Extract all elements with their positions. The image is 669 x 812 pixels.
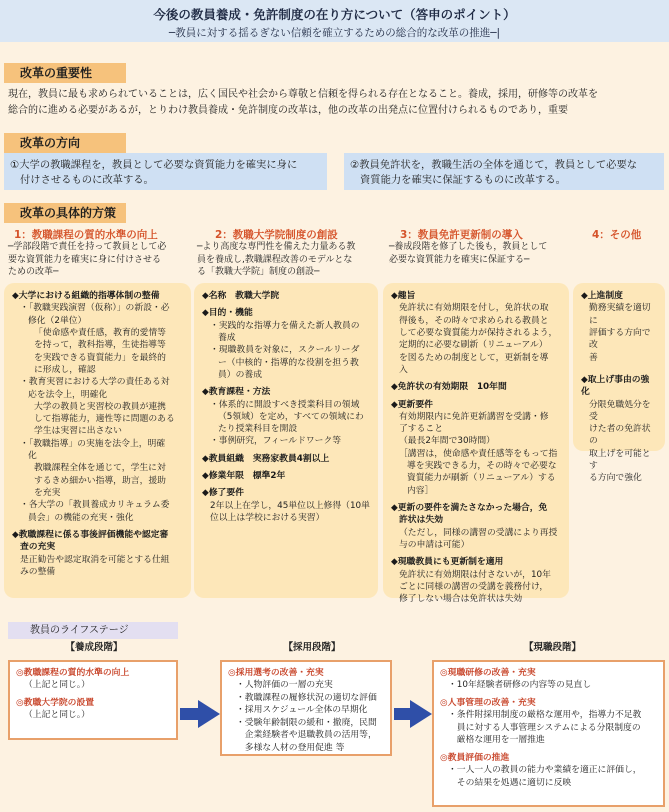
panel-text: たり授業科目を開設 [218,424,298,435]
col2-panel [194,283,378,598]
panel-text: みの整備 [20,566,56,577]
col3-title: 3：教員免許更新制の導入 [400,229,523,241]
panel-text: を図るための制度として，更新制を導 [399,352,549,363]
stage-item-text: 企業経験者や退職教員の活用等， [236,730,377,741]
panel-heading: ◆教職課程に係る事後評価機能や認定審 [12,529,169,540]
stage-item-heading: ◎採用選考の改善・充実 [228,668,324,678]
panel-text: ・「教職指導」の実施を法令上，明確 [20,438,166,449]
panel-text: 修了しない場合は免許状は失効 [399,594,523,605]
panel-text: 化 [28,451,37,462]
panel-text: ・実践的な指導力を備えた新人教員の [210,320,360,331]
stage-item-heading: ◎教職課程の質的水準の向上 [16,668,130,678]
panel-text: ・教育実習における大学の責任ある対 [20,377,170,388]
page-subtitle: ─教員に対する揺るぎない信頼を確立するための総合的な改革の推進─| [168,26,501,39]
direction-item-2 [344,153,664,190]
stage-item-text: ・教職課程の履修状況の適切な評価 [236,692,377,703]
stage-item-text: ・10年経験者研修の内容等の見直し [448,680,592,691]
panel-text: ・「教職実践演習（仮称）」の新設・必 [20,303,170,314]
col2-subtitle-line: 員を養成し,教職課程改善のモデルとな [197,254,353,265]
importance-text-line: 現在，教員に最も求められていることは，広く国民や社会から尊敬と信頼を得られる存在となること。養成，採用，研修等の改革を [8,89,598,100]
panel-text: 内容］ [407,485,434,496]
panel-heading: ◆目的・機能 [202,308,253,319]
stage-item-text: 厳格な運用を一層推進 [448,735,545,746]
panel-text: ー（中核的・指導的な役割を担う教 [218,357,359,368]
panel-text: ・現職教員を対象に，スクールリーダ [210,345,360,356]
panel-text: するきめ細かい指導，助言，援助 [34,475,166,486]
arrow-right-icon [394,700,434,728]
panel-heading: ◆趣旨 [391,291,416,301]
panel-text: ごとに同様の講習の受講を義務付け， [399,581,549,592]
panel-heading: ◆大学における組織的指導体制の整備 [12,291,160,301]
stage-item-heading: ◎教職大学院の設置 [16,697,95,708]
stage-item-heading: ◎人事管理の改善・充実 [440,697,536,708]
panel-text: 与の申請は可能） [399,539,470,550]
col2-subtitle-line: る「教職大学院」制度の創設─ [197,267,320,278]
panel-text: して必要な資質能力が保持されるよう， [399,327,558,338]
panel-text: 取上げを可能とす [589,448,651,472]
panel-text: 勤務実績を適切に [589,303,651,326]
stage-item-text: ・採用スケジュール全体の早期化 [236,705,368,716]
panel-text: 有効期限内に免許更新講習を受講・修 [399,411,549,422]
stage-item-text: ・条件附採用制度の厳格な運用や，指導力不足教 [448,710,642,721]
page-header [0,0,669,42]
lifestage-label: 教員のライフステージ [8,622,178,639]
panel-heading: ◆更新要件 [391,399,433,410]
col4-panel [573,283,665,484]
panel-heading: ◆免許状の有効期限 10年間 [391,382,507,393]
panel-text: 入 [399,364,408,375]
panel-text: 員）の養成 [218,369,262,380]
panel-text: けた者の免許状の [589,424,651,447]
direction-item-1 [4,153,327,190]
panel-text: 養成 [218,332,236,343]
stage-item-heading: ◎教員評価の推進 [440,752,510,763]
page-title: 今後の教員養成・免許制度の在り方について（答申のポイント） [153,7,516,22]
panel-text: を実践できる資質能力」を最終的 [34,352,166,363]
stage-item-text: その結果を処遇に適切に反映 [448,777,572,788]
panel-text: 導を実践できる力，その時々で必要な [407,461,557,472]
col2-subtitle-line: ─より高度な専門性を備えた力量ある教 [197,242,356,252]
panel-text: 「使命感や責任感，教育的愛情等 [34,327,166,338]
panel-text: して指導能力，適性等に問題のある [34,414,175,425]
panel-text: 員会」の機能の充実・強化 [28,512,134,523]
stage-item-text: 員に対する人事管理システムによる分限制度の [448,722,641,733]
stage1-label: 【養成段階】 [65,642,123,653]
panel-text: を充実 [34,488,61,498]
direction-label: 改革の方向 [4,133,126,153]
panel-text: 定期的に必要な刷新（リニューアル） [399,340,548,351]
stage2-label: 【採用段階】 [283,642,341,653]
arrow-right-icon [180,700,220,728]
stage-item-heading: ◎現職研修の改善・充実 [440,668,536,678]
col3-subtitle-line: ─養成段階を修了した後も，教員として [389,242,548,252]
panel-text: （最長2年間で30時間） [399,436,495,447]
panel-text: に形成し，確認 [34,364,96,375]
direction-text: 資質能力を確実に保証するものに改革する。 [360,174,566,187]
panel-heading: ◆修業年限 標準2年 [202,471,286,482]
col2-subtitle [197,241,372,279]
panel-text: 免許状に有効期限を付し，免許状の取 [399,303,549,314]
importance-text-line: 総合的に進める必要があるが，とりわけ教員養成・免許制度の改革は，他の改革の出発点に位置付けられるものであり，重要 [8,104,568,116]
stage-item-text: （上記と同じ。） [24,710,90,721]
panel-text: 了すること [399,424,443,435]
col4-title: 4：その他 [592,229,642,241]
stage-item-text: （上記と同じ。） [24,680,90,691]
panel-text: 資質能力が刷新（リニューアル）する [407,473,556,484]
col1-subtitle-line: 要な資質能力を確実に身に付けさせる [8,254,162,265]
panel-heading: ◆更新の要件を満たさなかった場合，免 [391,503,548,513]
panel-text: 応を法令上，明確化 [28,389,108,400]
panel-text: ・各大学の「教員養成カリキュラム委 [20,500,170,511]
col3-panel [383,283,569,605]
panel-heading: ◆名称 教職大学院 [202,291,280,301]
panel-heading: ◆教員組織 実務家教員4割以上 [202,453,330,464]
panel-text: （5領域）を定め，すべての領域にわ [218,411,364,422]
panel-text: 修化（2単位） [28,315,87,326]
stage-item-text: ・一人一人の教員の能力や業績を適正に評価し， [448,765,642,776]
panel-text: を持って，教科指導，生徒指導等 [34,340,166,351]
col3-subtitle [389,241,569,266]
measures-label: 改革の具体的方策 [4,203,126,223]
direction-text: ①大学の教職課程を，教員として必要な資質能力を確実に身に [10,159,298,171]
panel-text: ［講習は，使命感や責任感等をもって指 [399,448,558,459]
panel-text: 評価する方向で改 [589,327,651,351]
panel-text: 位以上は学校における実習） [210,513,325,523]
panel-text: る方向で強化 [589,473,642,484]
col1-subtitle-line: ための改革─ [8,267,59,278]
col3-subtitle-line: 必要な資質能力を確実に保証する─ [389,254,530,265]
col1-subtitle [8,241,188,279]
panel-text: 2年以上在学し，45単位以上修得（10単 [210,500,370,511]
panel-text: 得後も，その時々で求められる教員と [399,315,549,326]
importance-text [8,87,668,118]
col2-title: 2：教職大学院制度の創設 [215,229,338,241]
panel-text: 大学の教員と実習校の教員が連携 [34,401,166,412]
panel-text: ・事例研究，フィールドワーク等 [210,436,342,447]
panel-text: 是正勧告や認定取消を可能とする仕組 [20,554,170,565]
panel-heading: ◆教育課程・方法 [202,387,271,398]
panel-text: 学生は実習に出さない [34,426,122,437]
panel-text: 分限免職処分を受 [589,399,651,422]
panel-heading: ◆取上げ事由の強化 [581,374,650,398]
importance-label: 改革の重要性 [4,63,126,83]
stage-item-text: ・人物評価の一層の充実 [236,680,333,691]
panel-heading: 許状は失効 [399,515,443,526]
panel-text: ・体系的に開設すべき授業科目の領域 [210,399,360,410]
panel-text: 教職課程全体を通じて，学生に対 [34,463,166,474]
stage-item-text: 多様な人材の登用促進 等 [236,742,345,753]
panel-text: 善 [589,352,598,363]
panel-heading: 査の充実 [20,542,56,553]
direction-text: 付けさせるものに改革する。 [20,174,154,187]
col1-panel [4,283,191,598]
stage2-box [220,660,392,756]
col1-title: 1：教職課程の質的水準の向上 [14,229,158,241]
stage3-box [432,660,665,807]
stage1-box [8,660,178,740]
panel-heading: ◆現職教員にも更新制を適用 [391,557,504,568]
stage-item-text: ・受験年齢制限の緩和・撤廃，民間 [236,717,377,728]
stage3-label: 【現職段階】 [523,642,581,653]
panel-text: 免許状に有効期限は付さないが，10年 [399,569,551,580]
panel-text: （ただし，同様の講習の受講により再授 [399,527,558,538]
panel-heading: ◆修了要件 [202,488,244,499]
panel-heading: ◆上進制度 [581,291,623,301]
direction-text: ②教員免許状を，教職生活の全体を通じて，教員として必要な [350,159,638,171]
col1-subtitle-line: ─学部段階で責任を持って教員として必 [8,242,167,252]
